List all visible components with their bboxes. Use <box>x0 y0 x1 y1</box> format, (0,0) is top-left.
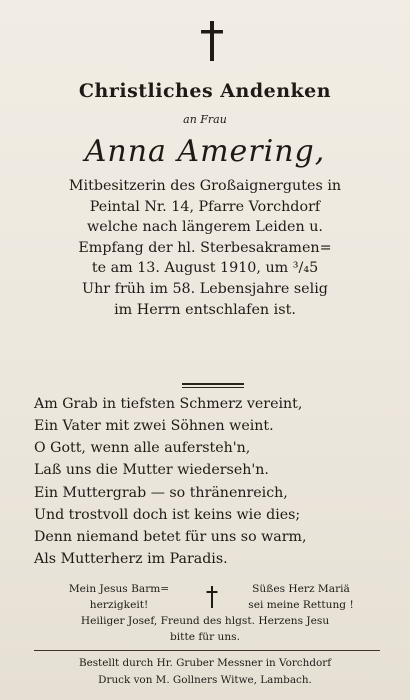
small-cross-icon <box>205 585 219 609</box>
prayer-line: bitte für uns. <box>170 631 240 643</box>
announcement-line: Peintal Nr. 14, Pfarre Vorchdorf <box>89 198 321 215</box>
poem-line: Und trostvoll doch ist keins wie dies; <box>34 507 301 523</box>
prayer-mary <box>218 581 384 613</box>
card-title: Christliches Andenken <box>78 80 332 102</box>
announcement-line: im Herrn entschlafen ist. <box>114 301 296 318</box>
announcement-text <box>0 176 410 320</box>
announcement-line: te am 13. August 1910, um ³/₄5 <box>91 260 319 277</box>
prayer-line: Süßes Herz Mariä <box>252 583 350 595</box>
poem-line: Laß uns die Mutter wiederseh'n. <box>34 462 269 478</box>
prayer-line: Mein Jesus Barm= <box>68 583 170 595</box>
prayer-line: sei meine Rettung ! <box>248 599 354 611</box>
poem-line: Als Mutterherz im Paradis. <box>34 551 228 567</box>
announcement-line: Uhr früh im 58. Lebensjahre selig <box>82 280 328 297</box>
card-subtitle: an Frau <box>183 113 227 126</box>
poem-line: Ein Muttergrab — so thränenreich, <box>34 485 288 501</box>
announcement-line: Empfang der hl. Sterbesakramen= <box>78 239 332 256</box>
announcement-line: Mitbesitzerin des Großaignergutes in <box>68 178 342 194</box>
ornamental-divider <box>182 383 244 388</box>
poem-stanza-1 <box>34 393 394 481</box>
ordered-by-line: Bestellt durch Hr. Gruber Messner in Vorchdorf <box>78 657 332 669</box>
printer-line: Druck von M. Gollners Witwe, Lambach. <box>98 674 312 686</box>
poem-stanza-2 <box>34 482 394 570</box>
deceased-name: Anna Amering, <box>84 134 326 169</box>
poem-line: Ein Vater mit zwei Söhnen weint. <box>34 418 274 434</box>
prayer-joseph <box>0 613 410 645</box>
latin-cross-icon <box>199 20 225 62</box>
announcement-line: welche nach längerem Leiden u. <box>87 219 323 236</box>
prayer-line: herzigkeit! <box>89 599 149 611</box>
prayer-jesus <box>44 581 194 613</box>
footer-rule <box>34 650 380 651</box>
poem-line: Denn niemand betet für uns so warm, <box>34 529 307 545</box>
prayer-line: Heiliger Josef, Freund des hlgst. Herzens Jesu <box>80 615 330 627</box>
poem-line: Am Grab in tiefsten Schmerz vereint, <box>34 396 303 412</box>
poem-line: O Gott, wenn alle aufersteh'n, <box>34 440 251 456</box>
